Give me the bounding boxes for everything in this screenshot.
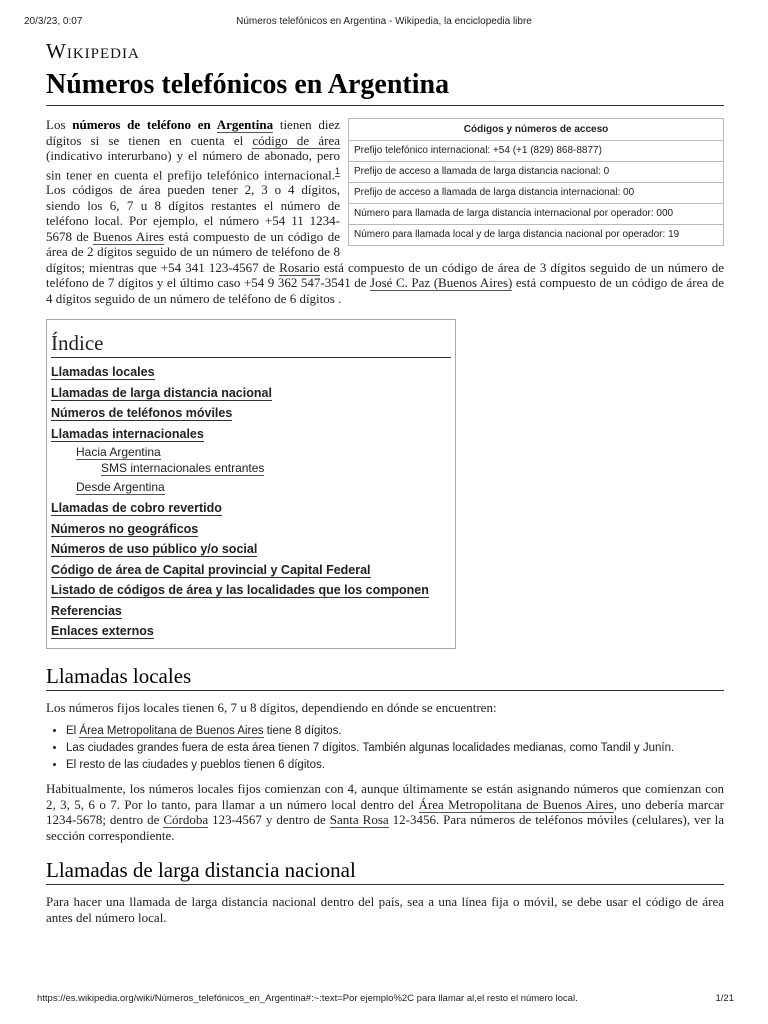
toc-item	[51, 498, 451, 519]
section-heading-llamadas-locales: Llamadas locales	[46, 663, 724, 691]
infobox-row: Prefijo telefónico internacional: +54 (+1 (829) 868-8877)	[349, 141, 724, 162]
toc-link-uso-publico[interactable]: Números de uso público y/o social	[51, 542, 258, 557]
section-paragraph: Los números fijos locales tienen 6, 7 u 8 dígitos, dependiendo en dónde se encuentren:	[46, 699, 497, 715]
lead-text: (indicativo interurbano) y el número de abonado, pero sin tener en cuenta el prefijo telefónico internacional.	[46, 148, 340, 182]
link-jose-c-paz[interactable]: José C. Paz (Buenos Aires)	[370, 275, 513, 291]
toc-link-capital-provincial[interactable]: Código de área de Capital provincial y Capital Federal	[51, 562, 371, 577]
infobox-header: Códigos y números de acceso	[349, 119, 724, 141]
paragraph-text: 123-4567 y dentro de	[208, 812, 330, 828]
lead-text: Los	[46, 117, 73, 132]
paragraph-text: Habitualmente, los números locales fijos comienzan con 4, aunque últimamente se están asignando números que comienzan con 2, 3, 5, 6 o 7. Por lo tanto, para llamar a un número local dentro del	[46, 781, 724, 812]
paragraph-text: 12-3456. Para números de teléfonos móviles (celulares), ver la sección correspondiente.	[46, 812, 725, 843]
toc-item	[51, 580, 451, 601]
toc-item	[51, 424, 451, 445]
toc-link-sms-entrantes[interactable]: SMS internacionales entrantes	[101, 461, 265, 476]
toc-item	[51, 560, 451, 581]
section-heading-larga-distancia: Llamadas de larga distancia nacional	[46, 857, 724, 885]
infobox-row: Prefijo de acceso a llamada de larga distancia internacional: 00	[349, 183, 724, 204]
lead-text: Los códigos de área pueden tener 2, 3 o 4 dígitos, siendo los 6, 7 u 8 dígitos restantes el número de teléfono local. Por ejemplo, el número +54 11 1234-5678 de	[46, 182, 340, 244]
page-title: Números telefónicos en Argentina	[46, 67, 724, 106]
toc-item	[51, 621, 451, 642]
toc-subitem	[51, 479, 451, 495]
toc-link-referencias[interactable]: Referencias	[51, 603, 122, 618]
lead-text: tienen diez dígitos si se tienen en cuenta el	[46, 117, 340, 148]
toc-item	[51, 601, 451, 622]
toc-subitem	[51, 444, 451, 460]
reference-1[interactable]: 1	[334, 165, 340, 176]
table-of-contents	[46, 319, 456, 649]
link-santa-rosa[interactable]: Santa Rosa	[329, 812, 389, 828]
print-datetime: 20/3/23, 0:07	[24, 16, 83, 27]
link-amba[interactable]: Área Metropolitana de Buenos Aires	[79, 725, 264, 738]
toc-link-cobro-revertido[interactable]: Llamadas de cobro revertido	[51, 501, 222, 516]
link-amba-2[interactable]: Área Metropolitana de Buenos Aires	[418, 796, 614, 812]
toc-link-llamadas-locales[interactable]: Llamadas locales	[51, 365, 155, 380]
wikipedia-wordmark[interactable]: Wikipedia	[46, 39, 140, 63]
lead-text: está compuesto de un código de área de 2 dígitos seguido de un número de teléfono de 8 dígitos; mientras que +54 341 123-4567 de	[46, 228, 340, 275]
lead-bold: números de teléfono en	[72, 117, 217, 132]
link-buenos-aires[interactable]: Buenos Aires	[93, 228, 164, 244]
toc-item	[51, 362, 451, 383]
toc-link-internacionales[interactable]: Llamadas internacionales	[51, 426, 204, 441]
toc-item	[51, 539, 451, 560]
section-paragraph	[46, 781, 724, 843]
list-item: • Las ciudades grandes fuera de esta área tienen 7 dígitos. También algunas localidades medianas, como Tandil y Junín.	[66, 741, 724, 755]
toc-link-desde-argentina[interactable]: Desde Argentina	[76, 480, 165, 495]
print-header	[0, 16, 768, 30]
toc-title: Índice	[51, 330, 451, 358]
link-cordoba[interactable]: Córdoba	[163, 812, 209, 828]
lead-section	[46, 117, 724, 306]
infobox-access-codes	[348, 118, 724, 246]
list-item: • El resto de las ciudades y pueblos tienen 6 dígitos.	[66, 758, 724, 772]
toc-link-hacia-argentina[interactable]: Hacia Argentina	[76, 445, 161, 460]
infobox-row: Número para llamada local y de larga distancia nacional por operador: 19	[349, 225, 724, 246]
infobox-row: Número para llamada de larga distancia internacional por operador: 000	[349, 204, 724, 225]
toc-link-no-geograficos[interactable]: Números no geográficos	[51, 521, 199, 536]
print-url: https://es.wikipedia.org/wiki/Números_telefónicos_en_Argentina#:~:text=Por ejemplo%2C para llamar al,el resto el número local.	[37, 993, 578, 1004]
toc-link-larga-distancia[interactable]: Llamadas de larga distancia nacional	[51, 385, 272, 400]
toc-link-listado-codigos[interactable]: Listado de códigos de área y las localidades que los componen	[51, 583, 429, 598]
toc-item	[51, 519, 451, 540]
link-rosario[interactable]: Rosario	[279, 259, 320, 275]
list-text: tiene 8 dígitos.	[263, 725, 342, 738]
toc-item	[51, 383, 451, 404]
print-footer	[0, 993, 768, 1007]
toc-link-enlaces-externos[interactable]: Enlaces externos	[51, 624, 154, 639]
link-codigo-de-area[interactable]: código de área	[252, 132, 340, 148]
list-item	[66, 724, 724, 738]
toc-item	[51, 403, 451, 424]
toc-subsubitem	[51, 460, 451, 476]
lead-text: está compuesto de un código de área de 3 dígitos seguido de un número de teléfono de 7 dígitos y el último caso +54 9 362 547-3541 de	[46, 259, 724, 291]
link-argentina[interactable]: Argentina	[216, 117, 274, 132]
toc-list	[51, 362, 451, 642]
list-text: El	[66, 725, 80, 738]
lead-text: está compuesto de un código de área de 4 dígitos seguido de un número de teléfono de 6 dígitos .	[46, 275, 724, 306]
toc-link-moviles[interactable]: Números de teléfonos móviles	[51, 406, 233, 421]
infobox-row: Prefijo de acceso a llamada de larga distancia nacional: 0	[349, 162, 724, 183]
print-page-number: 1/21	[715, 993, 734, 1004]
print-page-title: Números telefónicos en Argentina - Wikipedia, la enciclopedia libre	[236, 16, 532, 27]
bullet-list	[46, 724, 724, 772]
paragraph-text: , uno debería marcar 1234-5678; dentro de	[46, 796, 724, 828]
article-content	[46, 38, 724, 925]
section-paragraph: Para hacer una llamada de larga distancia nacional dentro del país, sea a una línea fija o móvil, se debe usar el código de área antes del número local.	[46, 894, 724, 925]
